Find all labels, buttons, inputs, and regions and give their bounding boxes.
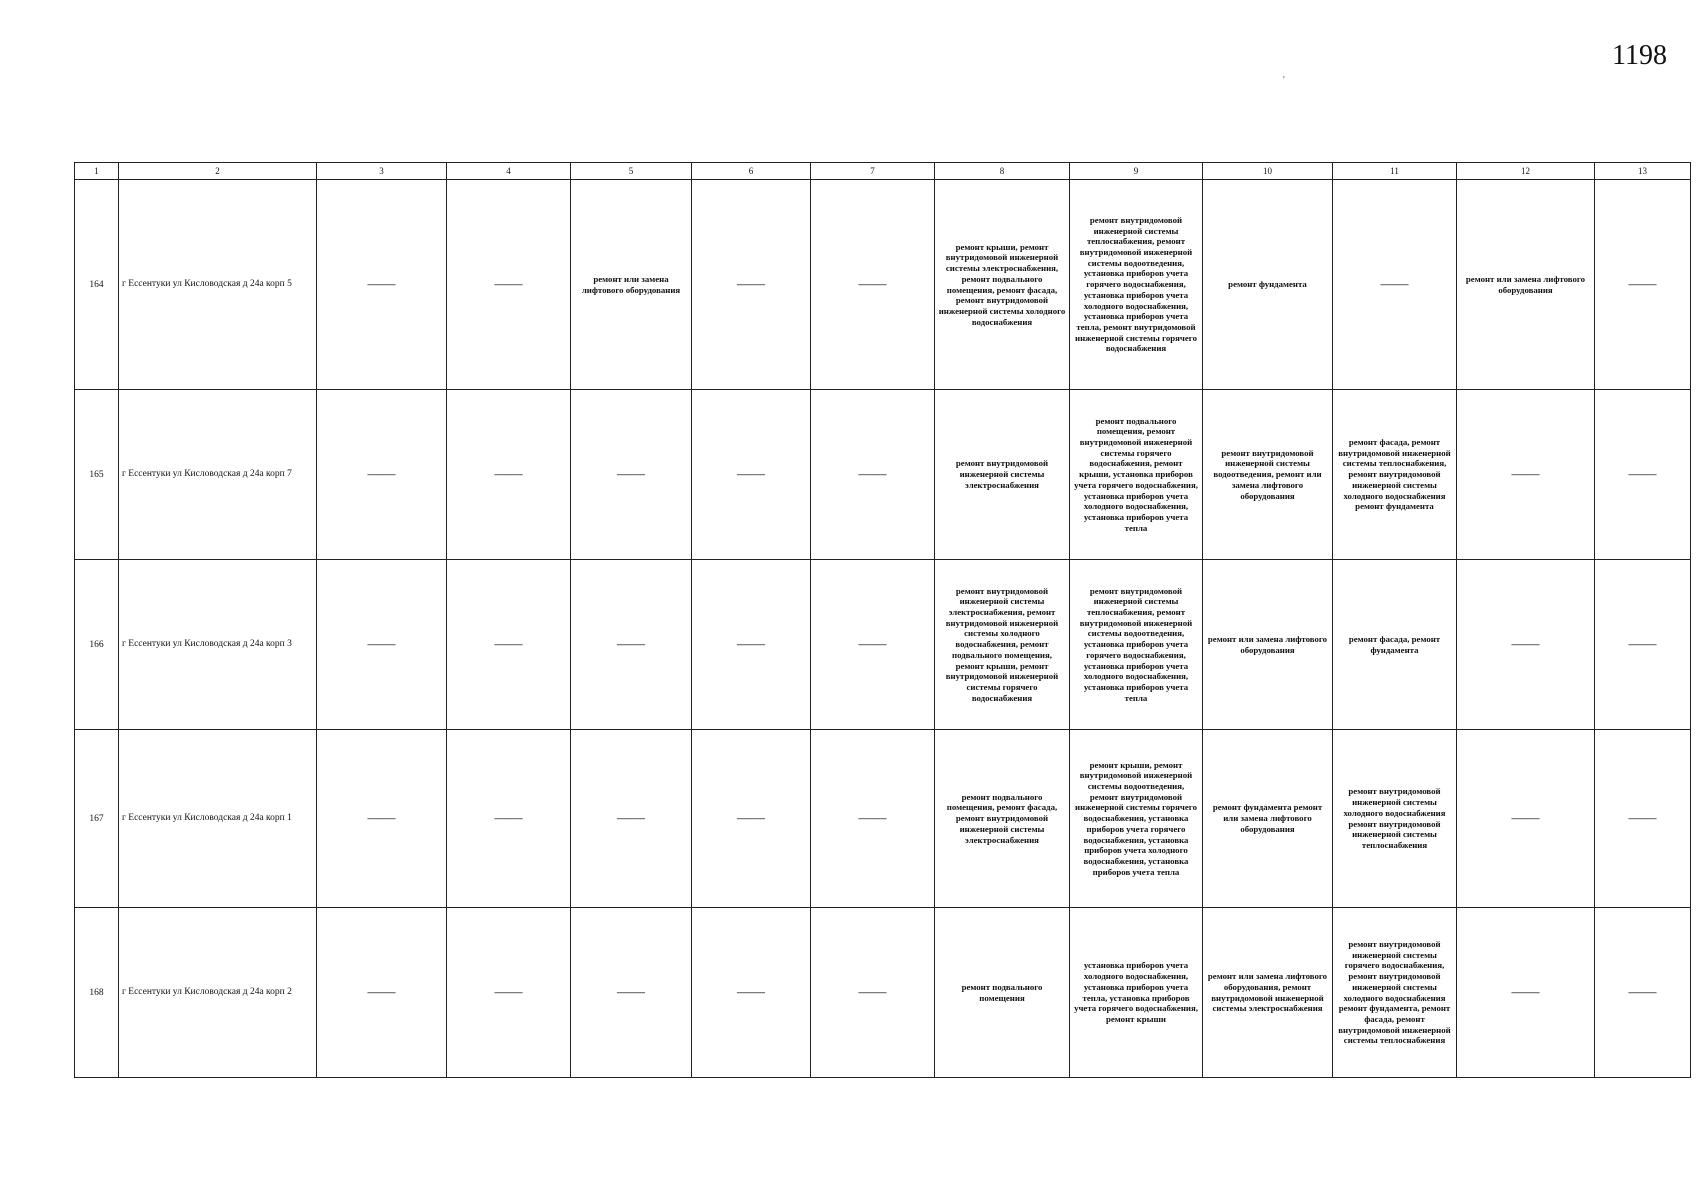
- empty-dash: ——: [692, 180, 811, 390]
- empty-dash: ——: [317, 390, 447, 560]
- work-cell: ремонт внутридомовой инженерной системы теплоснабжения, ремонт внутридомовой инженерной системы водоотведения, установка приборов учета горячего водоснабжения, установка приборов учета холодного водоснабжения, установка приборов учета тепла, ремонт внутридомовой инженерной системы горячего водоснабжения: [1070, 180, 1203, 390]
- work-cell: ремонт подвального помещения, ремонт внутридомовой инженерной системы горячего водоснабжения, ремонт крыши, установка приборов учета горячего водоснабжения, установка приборов учета холодного водоснабжения, установка приборов учета тепла: [1070, 390, 1203, 560]
- work-cell: ремонт внутридомовой инженерной системы электроснабжения, ремонт внутридомовой инженерной системы холодного водоснабжения, ремонт подвального помещения, ремонт крыши, ремонт внутридомовой инженерной системы горячего водоснабжения: [935, 560, 1070, 730]
- work-cell: ремонт внутридомовой инженерной системы водоотведения, ремонт или замена лифтового оборудования: [1203, 390, 1333, 560]
- empty-dash: ——: [447, 390, 571, 560]
- empty-dash: ——: [811, 180, 935, 390]
- table-row: [75, 730, 1691, 908]
- empty-dash: ——: [317, 180, 447, 390]
- empty-dash: ——: [447, 180, 571, 390]
- column-header: 12: [1457, 163, 1595, 180]
- work-cell: ремонт крыши, ремонт внутридомовой инженерной системы водоотведения, ремонт внутридомовой инженерной системы горячего водоснабжения, установка приборов учета горячего водоснабжения, установка приборов учета холодного водоснабжения, установка приборов учета тепла: [1070, 730, 1203, 908]
- empty-dash: ——: [317, 730, 447, 908]
- empty-dash: ——: [811, 390, 935, 560]
- empty-dash: ——: [1595, 908, 1691, 1078]
- address-cell: г Ессентуки ул Кисловодская д 24а корп 3: [119, 560, 317, 730]
- column-header: 6: [692, 163, 811, 180]
- empty-dash: ——: [1595, 560, 1691, 730]
- empty-dash: ——: [811, 908, 935, 1078]
- empty-dash: ——: [811, 560, 935, 730]
- work-cell: ремонт крыши, ремонт внутридомовой инженерной системы электроснабжения, ремонт подвального помещения, ремонт фасада, ремонт внутридомовой инженерной системы холодного водоснабжения: [935, 180, 1070, 390]
- work-cell: ремонт внутридомовой инженерной системы холодного водоснабжения ремонт внутридомовой инженерной системы теплоснабжения: [1333, 730, 1457, 908]
- empty-dash: ——: [571, 908, 692, 1078]
- column-header: 5: [571, 163, 692, 180]
- empty-dash: ——: [1457, 730, 1595, 908]
- work-cell: ремонт внутридомовой инженерной системы теплоснабжения, ремонт внутридомовой инженерной системы водоотведения, установка приборов учета горячего водоснабжения, установка приборов учета холодного водоснабжения, установка приборов учета тепла: [1070, 560, 1203, 730]
- work-cell: ремонт или замена лифтового оборудования, ремонт внутридомовой инженерной системы электроснабжения: [1203, 908, 1333, 1078]
- empty-dash: ——: [571, 730, 692, 908]
- table-row: [75, 390, 1691, 560]
- work-cell: ремонт внутридомовой инженерной системы горячего водоснабжения, ремонт внутридомовой инженерной системы холодного водоснабжения ремонт фундамента, ремонт фасада, ремонт внутридомовой инженерной системы теплоснабжения: [1333, 908, 1457, 1078]
- empty-dash: ——: [1595, 730, 1691, 908]
- work-cell: ремонт фундамента: [1203, 180, 1333, 390]
- address-cell: г Ессентуки ул Кисловодская д 24а корп 5: [119, 180, 317, 390]
- empty-dash: ——: [1595, 390, 1691, 560]
- table-row: [75, 180, 1691, 390]
- row-number: 167: [75, 730, 119, 908]
- page-number: 1198: [1612, 40, 1667, 71]
- work-cell: ремонт или замена лифтового оборудования: [1203, 560, 1333, 730]
- empty-dash: ——: [1457, 390, 1595, 560]
- work-cell: ремонт подвального помещения, ремонт фасада, ремонт внутридомовой инженерной системы электроснабжения: [935, 730, 1070, 908]
- empty-dash: ——: [571, 390, 692, 560]
- empty-dash: ——: [447, 560, 571, 730]
- repair-plan-table: [74, 162, 1691, 1078]
- work-cell: установка приборов учета холодного водоснабжения, установка приборов учета тепла, установка приборов учета горячего водоснабжения, ремонт крыши: [1070, 908, 1203, 1078]
- empty-dash: ——: [1457, 560, 1595, 730]
- row-number: 166: [75, 560, 119, 730]
- column-header: 7: [811, 163, 935, 180]
- column-header: 11: [1333, 163, 1457, 180]
- work-cell: ремонт фасада, ремонт фундамента: [1333, 560, 1457, 730]
- empty-dash: ——: [1333, 180, 1457, 390]
- column-header: 2: [119, 163, 317, 180]
- column-header: 1: [75, 163, 119, 180]
- column-header: 3: [317, 163, 447, 180]
- scan-mark: ': [1283, 75, 1285, 86]
- column-header: 13: [1595, 163, 1691, 180]
- work-cell: ремонт внутридомовой инженерной системы электроснабжения: [935, 390, 1070, 560]
- address-cell: г Ессентуки ул Кисловодская д 24а корп 1: [119, 730, 317, 908]
- empty-dash: ——: [317, 560, 447, 730]
- column-header: 4: [447, 163, 571, 180]
- empty-dash: ——: [571, 560, 692, 730]
- column-header: 9: [1070, 163, 1203, 180]
- column-header: 8: [935, 163, 1070, 180]
- empty-dash: ——: [447, 730, 571, 908]
- row-number: 165: [75, 390, 119, 560]
- work-cell: ремонт или замена лифтового оборудования: [571, 180, 692, 390]
- empty-dash: ——: [1457, 908, 1595, 1078]
- work-cell: ремонт фундамента ремонт или замена лифтового оборудования: [1203, 730, 1333, 908]
- empty-dash: ——: [317, 908, 447, 1078]
- empty-dash: ——: [692, 730, 811, 908]
- empty-dash: ——: [692, 390, 811, 560]
- work-cell: ремонт или замена лифтового оборудования: [1457, 180, 1595, 390]
- address-cell: г Ессентуки ул Кисловодская д 24а корп 7: [119, 390, 317, 560]
- column-number-header: [75, 163, 1691, 180]
- empty-dash: ——: [447, 908, 571, 1078]
- work-cell: ремонт фасада, ремонт внутридомовой инженерной системы теплоснабжения, ремонт внутридомовой инженерной системы холодного водоснабжения ремонт фундамента: [1333, 390, 1457, 560]
- row-number: 164: [75, 180, 119, 390]
- empty-dash: ——: [811, 730, 935, 908]
- empty-dash: ——: [692, 560, 811, 730]
- column-header: 10: [1203, 163, 1333, 180]
- empty-dash: ——: [1595, 180, 1691, 390]
- table-row: [75, 560, 1691, 730]
- row-number: 168: [75, 908, 119, 1078]
- address-cell: г Ессентуки ул Кисловодская д 24а корп 2: [119, 908, 317, 1078]
- empty-dash: ——: [692, 908, 811, 1078]
- work-cell: ремонт подвального помещения: [935, 908, 1070, 1078]
- table-row: [75, 908, 1691, 1078]
